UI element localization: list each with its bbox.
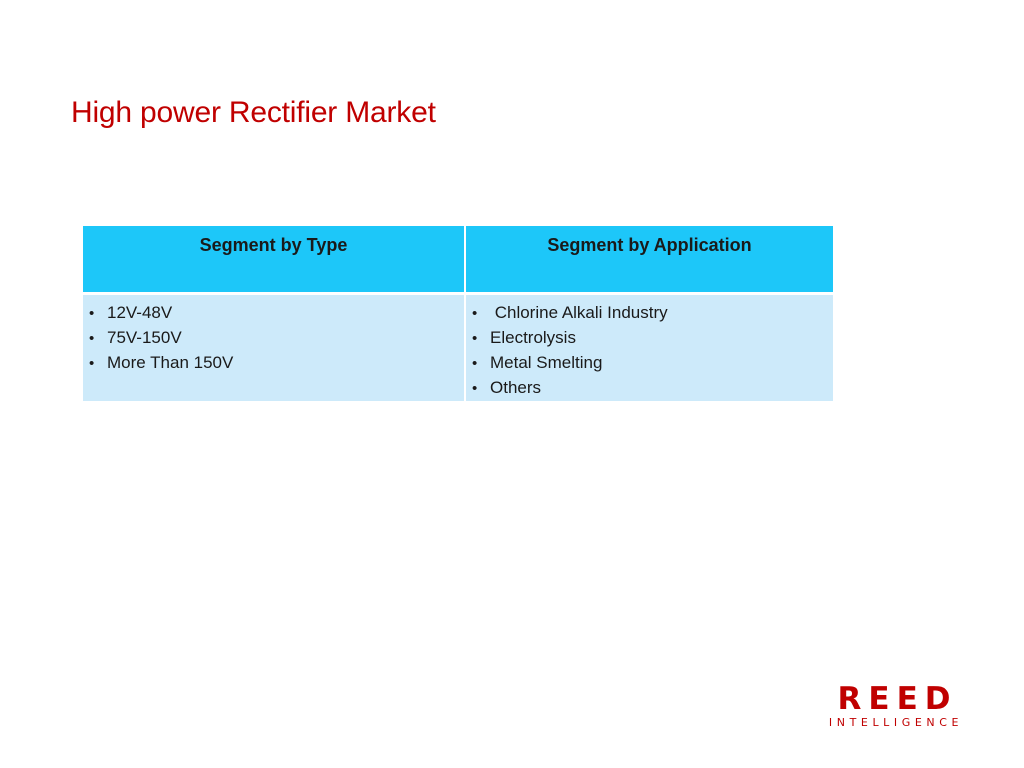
bullet-icon: • bbox=[89, 329, 95, 347]
application-item-label: Metal Smelting bbox=[490, 352, 603, 372]
bullet-icon: • bbox=[472, 304, 478, 322]
logo-wordmark: REED bbox=[837, 681, 958, 717]
list-item bbox=[472, 301, 833, 326]
list-item bbox=[89, 326, 464, 351]
application-item-label: Others bbox=[490, 377, 542, 397]
slide-title: High power Rectifier Market bbox=[71, 96, 436, 129]
reed-intelligence-logo bbox=[820, 682, 968, 730]
list-item bbox=[472, 376, 833, 401]
bullet-icon: • bbox=[472, 354, 478, 372]
table-header-row bbox=[83, 226, 833, 293]
application-cell bbox=[465, 293, 833, 401]
list-item bbox=[472, 351, 833, 376]
bullet-icon: • bbox=[89, 354, 95, 372]
bullet-icon: • bbox=[89, 304, 95, 322]
type-list bbox=[83, 301, 464, 376]
type-cell bbox=[83, 293, 465, 401]
list-item bbox=[472, 326, 833, 351]
bullet-icon: • bbox=[472, 379, 478, 397]
table-row bbox=[83, 293, 833, 401]
bullet-icon: • bbox=[472, 329, 478, 347]
application-item-label: Chlorine Alkali Industry bbox=[490, 302, 668, 322]
list-item bbox=[89, 351, 464, 376]
application-list bbox=[466, 301, 833, 401]
application-item-label: Electrolysis bbox=[490, 327, 576, 347]
type-item-label: 12V-48V bbox=[107, 302, 173, 322]
type-item-label: More Than 150V bbox=[107, 352, 234, 372]
logo-subtitle: INTELLIGENCE bbox=[828, 716, 964, 729]
header-segment-application: Segment by Application bbox=[465, 226, 833, 293]
header-segment-type: Segment by Type bbox=[83, 226, 465, 293]
type-item-label: 75V-150V bbox=[107, 327, 182, 347]
segment-table bbox=[83, 226, 833, 401]
list-item bbox=[89, 301, 464, 326]
